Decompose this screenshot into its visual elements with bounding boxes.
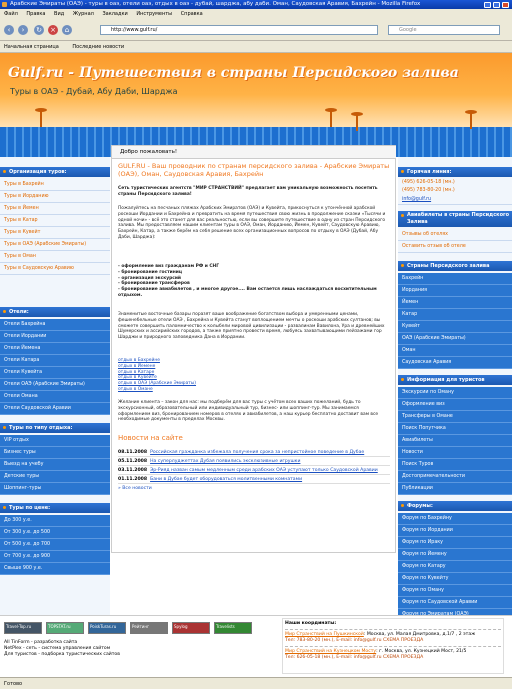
menu-file[interactable]: Файл [4, 11, 18, 17]
welcome-heading: Добро пожаловать! [112, 146, 396, 159]
sidebar-item-qatar[interactable]: Катар [398, 309, 512, 321]
office-address [285, 629, 501, 644]
sidebar-item-price-300[interactable]: До 300 у.е. [0, 515, 110, 527]
minimize-button[interactable] [484, 2, 491, 8]
sidebar-item-bahrain[interactable]: Бахрейн [398, 273, 512, 285]
counter-badge[interactable]: Рейтинг [130, 622, 168, 634]
sidebar-item-hotels-yemen[interactable]: Отели Йемена [0, 343, 110, 355]
sidebar-item-saudi[interactable]: Саудовская Аравия [398, 357, 512, 369]
reviews-list [398, 229, 512, 253]
sidebar-item-forum-oman[interactable]: Форум по Оману [398, 585, 512, 597]
menu-history[interactable]: Журнал [72, 11, 94, 17]
sidebar-item-price-900[interactable]: Свыше 900 у.е. [0, 563, 110, 575]
sidebar-item-forum-qatar[interactable]: Форум по Катару [398, 561, 512, 573]
menu-view[interactable]: Вид [54, 11, 65, 17]
phone-1: (495) 626-05-18 (мн.) [402, 180, 455, 185]
sidebar-item-tour-jordan[interactable]: Туры в Иорданию [0, 191, 110, 203]
sidebar-item-shopping[interactable]: Шоппинг-туры [0, 483, 110, 495]
forums-list [398, 513, 512, 621]
office-name[interactable]: Мир Странствий на Пушкинской [285, 632, 364, 637]
service-item: - бронирование гостиниц [118, 269, 183, 275]
sidebar-item-business[interactable]: Бизнес туры [0, 447, 110, 459]
sidebar-item-transfers[interactable]: Трансферы в Омане [398, 411, 512, 423]
hotline-list [398, 179, 512, 205]
add-review-link[interactable]: Оставить отзыв об отеле [398, 241, 512, 253]
avia-heading[interactable]: Авиабилеты в страны Персидского Залива [398, 211, 512, 227]
sidebar-item-visas[interactable]: Оформление виз [398, 399, 512, 411]
sidebar-item-tour-search[interactable]: Поиск Туров [398, 459, 512, 471]
window-title-bar [0, 0, 512, 9]
service-item: - бронирование трансферов [118, 281, 190, 287]
sidebar-item-hotels-uae[interactable]: Отели ОАЭ (Арабские Эмираты) [0, 379, 110, 391]
site-footer [0, 615, 512, 677]
description-paragraph: Пожалуйтесь на песчаных пляжах Арабских Эмиратов (ОАЭ) и Кувейта, прикоснуться к утончённой арабской роскоши Иордании и Бахрейна и превратить на время путешествия свою жизнь в продолжение сказки «Тысячи и одной ночи» - всё это станет для вас реальностью, если вы совершите путешествие в одну из стран Персидского залива. Мы предоставляем нашим клиентам туры в ОАЭ, Оман, Иорданию, Йемен, Кувейт, Саудовскую Аравию, Бахрейн, Катар, а также берём на себя решение всех организационных вопросов по отдыху в ОАЭ (Дубай, Абу Даби, Шарджа): [118, 206, 386, 240]
sidebar-item-sights[interactable]: Достопримечательности [398, 471, 512, 483]
sidebar-item-hotels-jordan[interactable]: Отели Иордании [0, 331, 110, 343]
footer-link[interactable]: All TinForm - разработка сайта [4, 640, 78, 645]
sidebar-item-price-500-700[interactable]: От 500 у.е. до 700 [0, 539, 110, 551]
left-sidebar [0, 157, 110, 677]
service-item: - оформление виз гражданам РФ и СНГ [118, 264, 220, 269]
news-date: 05.11.2008 [118, 459, 148, 464]
sidebar-item-price-300-500[interactable]: От 300 у.е. до 500 [0, 527, 110, 539]
news-item[interactable] [118, 457, 390, 466]
sidebar-item-kids[interactable]: Детские туры [0, 471, 110, 483]
sidebar-item-hotels-qatar[interactable]: Отели Катара [0, 355, 110, 367]
hotline-heading: Горячая линия: [398, 167, 512, 177]
sidebar-item-vip[interactable]: VIP отдых [0, 435, 110, 447]
firefox-icon [2, 2, 7, 7]
sidebar-item-tour-kuwait[interactable]: Туры в Кувейт [0, 227, 110, 239]
tourist-info-heading: Информация для туристов [398, 375, 512, 385]
sidebar-item-forum-saudi[interactable]: Форум по Саудовской Аравии [398, 597, 512, 609]
sidebar-item-oman[interactable]: Оман [398, 345, 512, 357]
footer-links [4, 640, 274, 658]
sidebar-item-kuwait[interactable]: Кувейт [398, 321, 512, 333]
sidebar-item-jordan[interactable]: Иордания [398, 285, 512, 297]
status-bar: Готово [0, 677, 512, 689]
close-window-button[interactable] [502, 2, 509, 8]
window-title: Арабские Эмираты (ОАЭ) - туры в оаэ, отели оаэ, отдых в оаэ - дубай, шарджа, абу даби. Оман, Саудовская Аравия, Бахрейн - Mozilla Firefox [10, 1, 421, 7]
intro-paragraph: Сеть туристических агентств "МИР СТРАНСТВИЙ" предлагает вам уникальную возможность посетить страны Персидского залива! [118, 186, 378, 197]
office-street: : Москва, ул. Малая Дмитровка, д.1/7 , 2 этаж [363, 632, 476, 637]
bookmark-news[interactable]: Последние новости [72, 44, 125, 50]
palm-icon [330, 111, 332, 127]
office-name[interactable]: Мир Странствий на Кузнецком Мосту [285, 649, 377, 654]
sidebar-item-hotels-kuwait[interactable]: Отели Кувейта [0, 367, 110, 379]
footer-link[interactable]: NetPlex - сеть - система управления сайтом [4, 646, 111, 651]
phone-2: (495) 783-80-20 (мн.) [402, 188, 455, 193]
contacts-box [282, 618, 504, 674]
country-links [118, 358, 390, 393]
sidebar-item-forum-iraq[interactable]: Форум по Ираку [398, 537, 512, 549]
search-input[interactable]: Google [388, 25, 500, 35]
sidebar-item-forum-kuwait[interactable]: Форум по Кувейту [398, 573, 512, 585]
forums-heading: Форумы: [398, 501, 512, 511]
link-rest-uae[interactable]: отдых в ОАЭ (Арабские Эмираты) [118, 381, 197, 387]
link-rest-kuwait[interactable]: отдых в Кувейте [118, 375, 157, 381]
right-sidebar [398, 157, 512, 677]
wish-paragraph: Желание клиента – закон для нас: мы подберём для вас туры с учётом всех ваших пожеланий, будь то экскурсионный, образовательный или индивидуальный тур, бизнес- или шоппинг-тур. Мы занимаемся оформлением виз, бронированием номеров в отелях и авиабилетов, а наш курьер бесплатно доставит вам все необходимые документы в пределах Москвы. [118, 400, 379, 423]
news-item[interactable] [118, 466, 390, 475]
news-title[interactable]: Эр-Рияд назван самым медленным среди арабских ОАЭ уступают только Саудовской Аравии [150, 468, 378, 473]
sidebar-item-tickets[interactable]: Авиабилеты [398, 435, 512, 447]
bookmarks-toolbar [0, 41, 512, 53]
hotels-list [0, 319, 110, 415]
stop-button[interactable]: × [48, 25, 58, 35]
sidebar-item-forum-bahrain[interactable]: Форум по Бахрейну [398, 513, 512, 525]
sidebar-item-uae[interactable]: ОАЭ (Арабские Эмираты) [398, 333, 512, 345]
palm-icon [470, 113, 472, 129]
news-list [118, 448, 390, 493]
forward-button[interactable]: › [18, 25, 28, 35]
news-item[interactable] [118, 475, 390, 484]
sidebar-item-yemen[interactable]: Йемен [398, 297, 512, 309]
navigation-toolbar [0, 19, 512, 41]
news-title[interactable]: На суперлуджеттах Дубая появились эксклюзивные игрушки [150, 459, 301, 464]
sidebar-item-tour-uae[interactable]: Туры в ОАЭ (Арабские Эмираты) [0, 239, 110, 251]
sidebar-item-publications[interactable]: Публикации [398, 483, 512, 495]
counter-badge[interactable]: Travel-Top.ru [4, 622, 42, 634]
tour-prices-list [0, 515, 110, 575]
gulf-countries-heading: Страны Персидского залива [398, 261, 512, 271]
home-button[interactable]: ⌂ [62, 25, 72, 35]
email-link[interactable]: info@gulf.ru [398, 195, 512, 205]
office-street: : г. Москва, ул. Кузнецкий Мост, 21/5 [376, 649, 467, 654]
tour-types-heading: Туры по типу отдыха: [0, 423, 110, 433]
page-content [0, 53, 512, 677]
counter-badge[interactable]: TOPSTAT.ru [46, 622, 84, 634]
link-rest-qatar[interactable]: отдых в Катаре [118, 369, 155, 375]
news-title[interactable]: Российская гражданка избежала получения срока за непристойное поведение в Дубае [150, 450, 365, 455]
tour-types-list [0, 435, 110, 495]
service-item: - бронирование авиабилетов , и многое другое.... Вам остается лишь наслаждаться восхитительным отдыхом. [118, 287, 377, 298]
menu-bookmarks[interactable]: Закладки [102, 11, 128, 17]
news-heading: Новости на сайте [118, 434, 183, 442]
link-rest-oman[interactable]: отдых в Омане [118, 386, 153, 392]
office-phone: Тел: 783-80-20 (мн.), E-mail: info@gulf.ru СХЕМА ПРОЕЗДА [285, 638, 424, 643]
maximize-button[interactable] [493, 2, 500, 8]
countries-heading: Организация туров: [0, 167, 110, 177]
back-button[interactable]: ‹ [4, 25, 14, 35]
service-item: - организация экскурсий [118, 275, 181, 281]
site-subtitle: Туры в ОАЭ - Дубай, Абу Даби, Шарджа [10, 87, 178, 96]
contacts-heading: Наши координаты: [285, 621, 337, 626]
sidebar-item-tour-oman[interactable]: Туры в Оман [0, 251, 110, 263]
menu-help[interactable]: Справка [180, 11, 203, 17]
sidebar-item-price-700-900[interactable]: От 700 у.е. до 900 [0, 551, 110, 563]
main-content [111, 145, 396, 553]
tourist-info-list [398, 387, 512, 495]
link-rest-bahrain[interactable]: отдых в Бахрейне [118, 358, 160, 363]
tour-countries-list [0, 179, 110, 275]
sidebar-item-study[interactable]: Выезд на учебу [0, 459, 110, 471]
reload-button[interactable]: ↻ [34, 25, 44, 35]
counter-badge[interactable]: Spylog [172, 622, 210, 634]
sidebar-item-tour-qatar[interactable]: Туры в Катар [0, 215, 110, 227]
palm-icon [40, 111, 42, 127]
office-address [285, 646, 501, 661]
sidebar-item-forum-jordan[interactable]: Форум по Иордании [398, 525, 512, 537]
sidebar-item-hotels-bahrain[interactable]: Отели Бахрейна [0, 319, 110, 331]
site-header [0, 53, 512, 157]
sidebar-item-hotels-saudi[interactable]: Отели Саудовской Аравии [0, 403, 110, 415]
services-list [118, 264, 390, 299]
sidebar-item-companion[interactable]: Поиск Попутчика [398, 423, 512, 435]
sidebar-item-excursions[interactable]: Экскурсии по Оману [398, 387, 512, 399]
hotel-reviews-link[interactable]: Отзывы об отелях [398, 229, 512, 241]
link-rest-yemen[interactable]: отдых в Йемене [118, 363, 156, 369]
news-date: 03.11.2008 [118, 468, 148, 473]
counter-badge[interactable]: Travelists [214, 622, 252, 634]
palm-icon [356, 115, 358, 131]
main-heading: GULF.RU - Ваш проводник по странам персидского залива - Арабские Эмираты (ОАЭ), Оман, Саудовская Аравия, Бахрейн [118, 162, 390, 178]
menu-edit[interactable]: Правка [26, 11, 46, 17]
office-phone: Тел: 626-05-18 (мн.), E-mail: info@gulf.ru СХЕМА ПРОЕЗДА [285, 655, 424, 660]
footer-link[interactable]: Для туристов - подборка туристических сайтов [4, 652, 120, 657]
menu-bar [0, 9, 512, 19]
news-date: 01.11.2008 [118, 477, 148, 482]
bookmark-start[interactable]: Начальная страница [4, 44, 59, 50]
menu-tools[interactable]: Инструменты [136, 11, 173, 17]
hotels-heading: Отели: [0, 307, 110, 317]
sidebar-item-tour-yemen[interactable]: Туры в Йемен [0, 203, 110, 215]
sidebar-item-news[interactable]: Новости [398, 447, 512, 459]
counter-badge[interactable]: PoiskTuras.ru [88, 622, 126, 634]
sidebar-item-tour-saudi[interactable]: Туры в Саудовскую Аравию [0, 263, 110, 275]
gulf-countries-list [398, 273, 512, 369]
site-title[interactable]: Gulf.ru - Путешествия в страны Персидского залива [8, 65, 459, 81]
news-title[interactable]: Бани в Дубае будет оборудоваться молитвенными комнатами [150, 477, 303, 482]
sidebar-item-tour-bahrain[interactable]: Туры в Бахрейн [0, 179, 110, 191]
sidebar-item-forum-yemen[interactable]: Форум по Йемену [398, 549, 512, 561]
sidebar-item-hotels-oman[interactable]: Отели Омана [0, 391, 110, 403]
news-date: 08.11.2008 [118, 450, 148, 455]
all-news-link[interactable]: » Все новости [118, 486, 152, 491]
news-item[interactable] [118, 448, 390, 457]
tour-prices-heading: Туры по цене: [0, 503, 110, 513]
bazaars-paragraph: Знаменитые восточные базары поразят ваше воображение богатством выбора и умеренными ценами, фешенебельные отели ОАЭ , Бахрейна и Кувейта станут воплощением мечты о роскоши арабских султанов; вы сможете совершить паломничество к колыбели мировой цивилизации - развалинам Вавилона, Ура и древнейших Шумерских и ассирийских городов, а также приятно провести время, любуясь захватывающими пейзажами гор Шарджи и природного заповедника Дана в Иордании. [118, 312, 385, 341]
url-input[interactable]: http://www.gulf.ru/ [100, 25, 378, 35]
